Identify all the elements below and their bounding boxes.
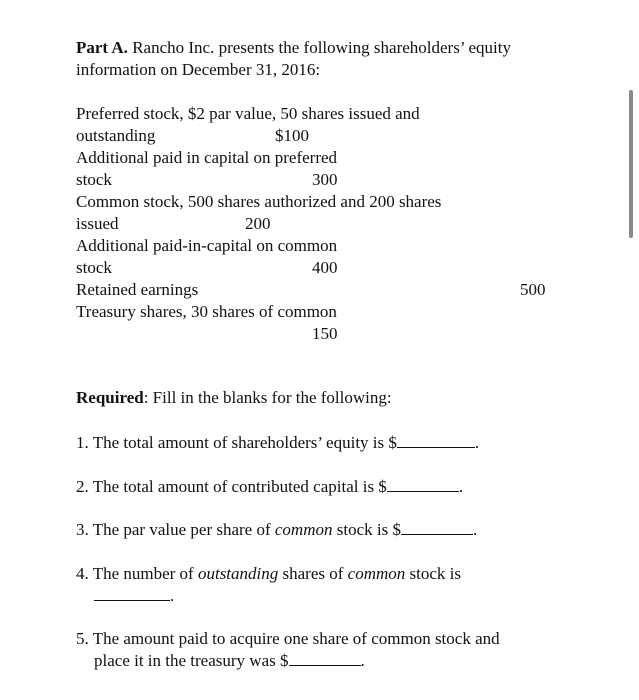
common-stock-label-1: Common stock, 500 shares authorized and 200 shares	[76, 192, 442, 211]
common-stock-amount: 200	[245, 214, 271, 233]
question-1: 1. The total amount of shareholders’ equity is $ .	[76, 433, 480, 452]
apic-common-label-2: stock	[76, 258, 112, 277]
apic-preferred-label-2: stock	[76, 170, 112, 189]
apic-preferred-label-1: Additional paid in capital on preferred	[76, 148, 338, 167]
answer-blank-5[interactable]	[289, 650, 361, 666]
question-4: 4. The number of outstanding shares of common stock is	[76, 564, 462, 583]
treasury-shares-amount: 150	[312, 324, 338, 343]
retained-earnings-amount: 500	[520, 280, 546, 299]
apic-preferred-amount: 300	[312, 170, 338, 189]
required-label: Required	[76, 388, 144, 407]
required-heading: Required: Fill in the blanks for the following:	[76, 388, 392, 407]
question-3: 3. The par value per share of common stock is $ .	[76, 520, 478, 539]
answer-blank-1[interactable]	[397, 432, 475, 448]
answer-blank-3[interactable]	[401, 519, 473, 535]
question-5-line-2: place it in the treasury was $ .	[94, 651, 365, 670]
answer-blank-4[interactable]	[94, 585, 170, 601]
vertical-scrollbar[interactable]	[629, 90, 633, 238]
retained-earnings-label: Retained earnings	[76, 280, 199, 299]
apic-common-label-1: Additional paid-in-capital on common	[76, 236, 338, 255]
part-a-label: Part A.	[76, 38, 128, 57]
common-stock-label-2: issued	[76, 214, 119, 233]
preferred-stock-label-1: Preferred stock, $2 par value, 50 shares issued and	[76, 104, 420, 123]
question-4-line-2: .	[94, 585, 174, 607]
apic-common-amount: 400	[312, 258, 338, 277]
part-a-intro-line-1: Part A. Rancho Inc. presents the following shareholders’ equity	[76, 38, 511, 57]
preferred-stock-label-2: outstanding	[76, 126, 156, 145]
part-a-intro-line-2: information on December 31, 2016:	[76, 60, 321, 79]
answer-blank-2[interactable]	[387, 476, 459, 492]
preferred-stock-amount: $100	[275, 126, 309, 145]
question-2: 2. The total amount of contributed capital is $ .	[76, 477, 464, 496]
question-5-line-1: 5. The amount paid to acquire one share of common stock and	[76, 629, 500, 648]
treasury-shares-label: Treasury shares, 30 shares of common	[76, 302, 337, 321]
